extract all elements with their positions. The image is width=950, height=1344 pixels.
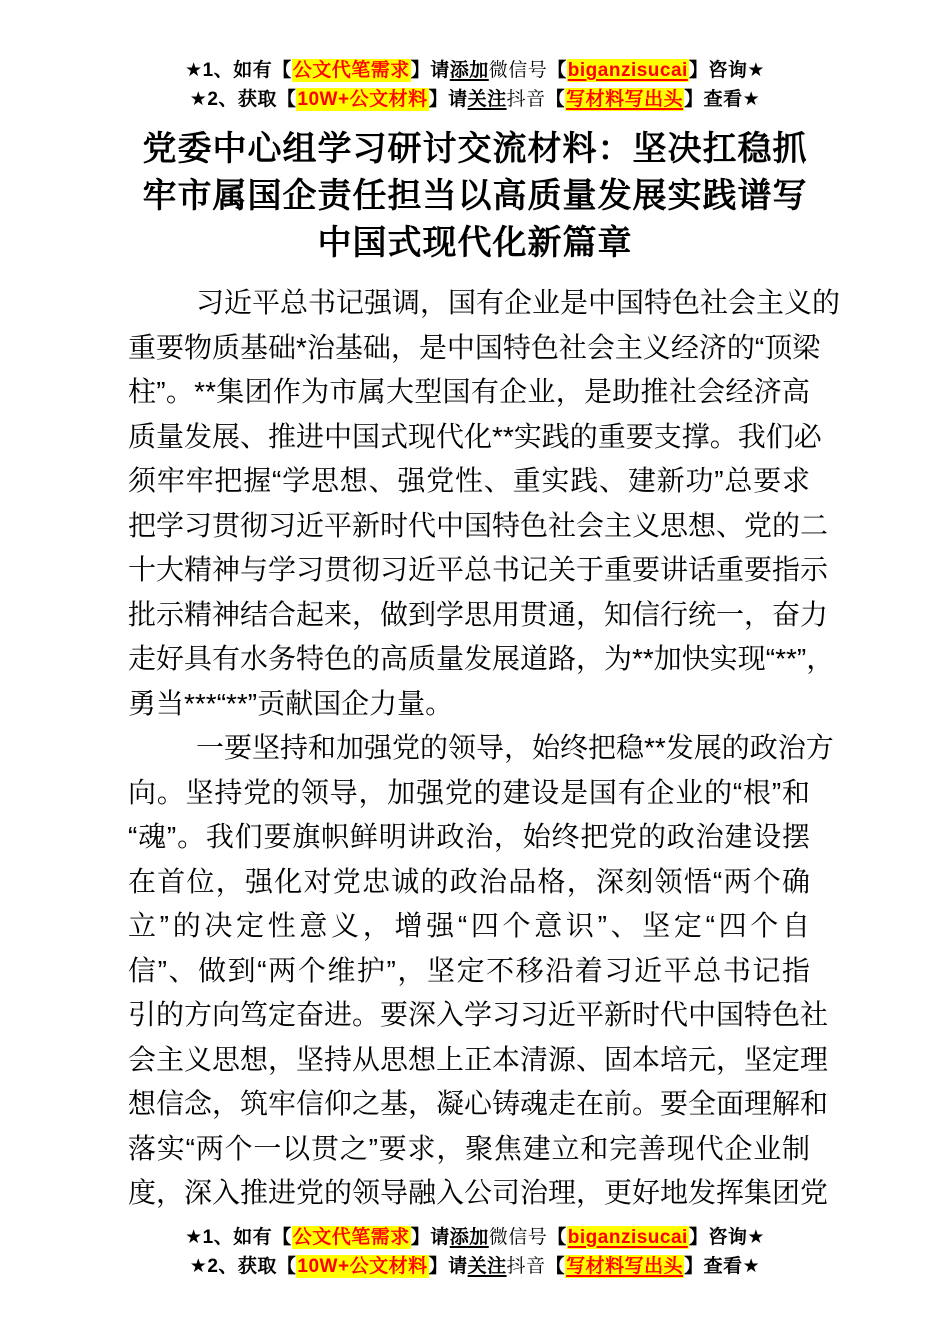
promo-segment: 】请 [410, 1226, 450, 1248]
body-line: 向。坚持党的领导，加强党的建设是国有企业的“根”和 [128, 776, 810, 808]
promo-segment: 微信号 [488, 60, 548, 81]
body-line: “魂”。我们要旗帜鲜明讲政治，始终把党的政治建设摆 [128, 821, 810, 852]
promo-segment: ★1、如有【 [185, 60, 292, 81]
promo-segment: biganzisucai [567, 60, 688, 81]
promo-segment: 添加 [449, 60, 489, 81]
body-line: 一要坚持和加强党的领导，始终把稳**发展的政治方 [196, 732, 834, 763]
promo-segment: 】请 [428, 89, 468, 110]
body-line: 须牢牢把握“学思想、强党性、重实践、建新功”总要求 [128, 465, 810, 496]
promo-segment: 】查看★ [684, 1255, 761, 1277]
promo-bottom-line-2 [0, 1252, 950, 1281]
body-line: 批示精神结合起来，做到学思用贯通，知信行统一，奋力 [128, 598, 829, 630]
body-line: 度，深入推进党的领导融入公司治理，更好地发挥集团党 [128, 1177, 829, 1208]
title-line-1: 党委中心组学习研讨交流材料：坚决扛稳抓 [142, 130, 808, 168]
body-line: 引的方向笃定奋进。要深入学习习近平新时代中国特色社 [128, 999, 829, 1030]
promo-segment: 公文代笔需求 [292, 1226, 410, 1248]
promo-bottom-line-1 [0, 1223, 950, 1252]
promo-segment: 】咨询★ [688, 60, 765, 81]
promo-segment: 关注 [467, 1255, 507, 1277]
body-line: 会主义思想，坚持从思想上正本清源、固本培元，坚定理 [128, 1043, 829, 1075]
body-line: 走好具有水务特色的高质量发展道路，为**加快实现“**”， [128, 643, 835, 674]
promo-top-line-2 [0, 85, 950, 114]
promo-banner-top [0, 0, 950, 114]
body-line: 信”、做到“两个维护”，坚定不移沿着习近平总书记指 [128, 954, 810, 986]
promo-banner-bottom [0, 1223, 950, 1281]
promo-segment: 【 [547, 60, 567, 81]
promo-segment: 【 [545, 89, 566, 110]
promo-segment: 关注 [467, 89, 507, 110]
body-line: 习近平总书记强调，国有企业是中国特色社会主义的 [196, 287, 841, 318]
promo-segment: 10W+公文材料 [297, 89, 428, 110]
promo-segment: 写材料写出头 [566, 1255, 684, 1277]
body-line: 勇当***“**”贡献国企力量。 [128, 687, 454, 719]
promo-segment: 】查看★ [684, 89, 761, 110]
body-line: 想信念，筑牢信仰之基，凝心铸魂走在前。要全面理解和 [128, 1088, 829, 1119]
promo-segment: 抖音 [506, 89, 546, 110]
body-line: 把学习贯彻习近平新时代中国特色社会主义思想、党的二 [128, 509, 829, 541]
body-line: 十大精神与学习贯彻习近平总书记关于重要讲话重要指示 [128, 554, 829, 585]
body-line: 重要物质基础*治基础，是中国特色社会主义经济的“顶梁 [128, 331, 821, 363]
promo-segment: 10W+公文材料 [297, 1255, 428, 1277]
promo-segment: 写材料写出头 [566, 89, 684, 110]
promo-segment: 抖音 [506, 1255, 546, 1277]
promo-segment: 微信号 [488, 1226, 548, 1248]
body-line: 柱”。**集团作为市属大型国有企业，是助推社会经济高 [128, 376, 810, 407]
body-line: 落实“两个一以贯之”要求，聚焦建立和完善现代企业制 [128, 1132, 810, 1164]
title-line-2: 牢市属国企责任担当以高质量发展实践谱写 [142, 177, 808, 215]
promo-segment: 【 [547, 1226, 567, 1248]
promo-segment: 】请 [428, 1255, 468, 1277]
promo-segment: 】请 [410, 60, 450, 81]
paragraph-1 [128, 281, 841, 726]
promo-segment: 【 [545, 1255, 566, 1277]
promo-segment: ★2、获取【 [189, 89, 297, 110]
body-line: 立”的决定性意义，增强“四个意识”、坚定“四个自 [128, 910, 810, 941]
promo-segment: 添加 [449, 1226, 489, 1248]
promo-segment: ★1、如有【 [185, 1226, 292, 1248]
promo-top-line-1 [0, 56, 950, 85]
document-title [0, 126, 950, 267]
body-line: 在首位，强化对党忠诚的政治品格，深刻领悟“两个确 [128, 865, 810, 897]
body-line: 质量发展、推进中国式现代化**实践的重要支撑。我们必 [128, 420, 822, 452]
promo-segment: ★2、获取【 [189, 1255, 297, 1277]
promo-segment: 】咨询★ [688, 1226, 765, 1248]
document-body [128, 281, 841, 1216]
promo-segment: 公文代笔需求 [292, 60, 410, 81]
paragraph-2 [128, 726, 834, 1216]
title-line-3: 中国式现代化新篇章 [317, 224, 633, 262]
promo-segment: biganzisucai [567, 1226, 688, 1248]
